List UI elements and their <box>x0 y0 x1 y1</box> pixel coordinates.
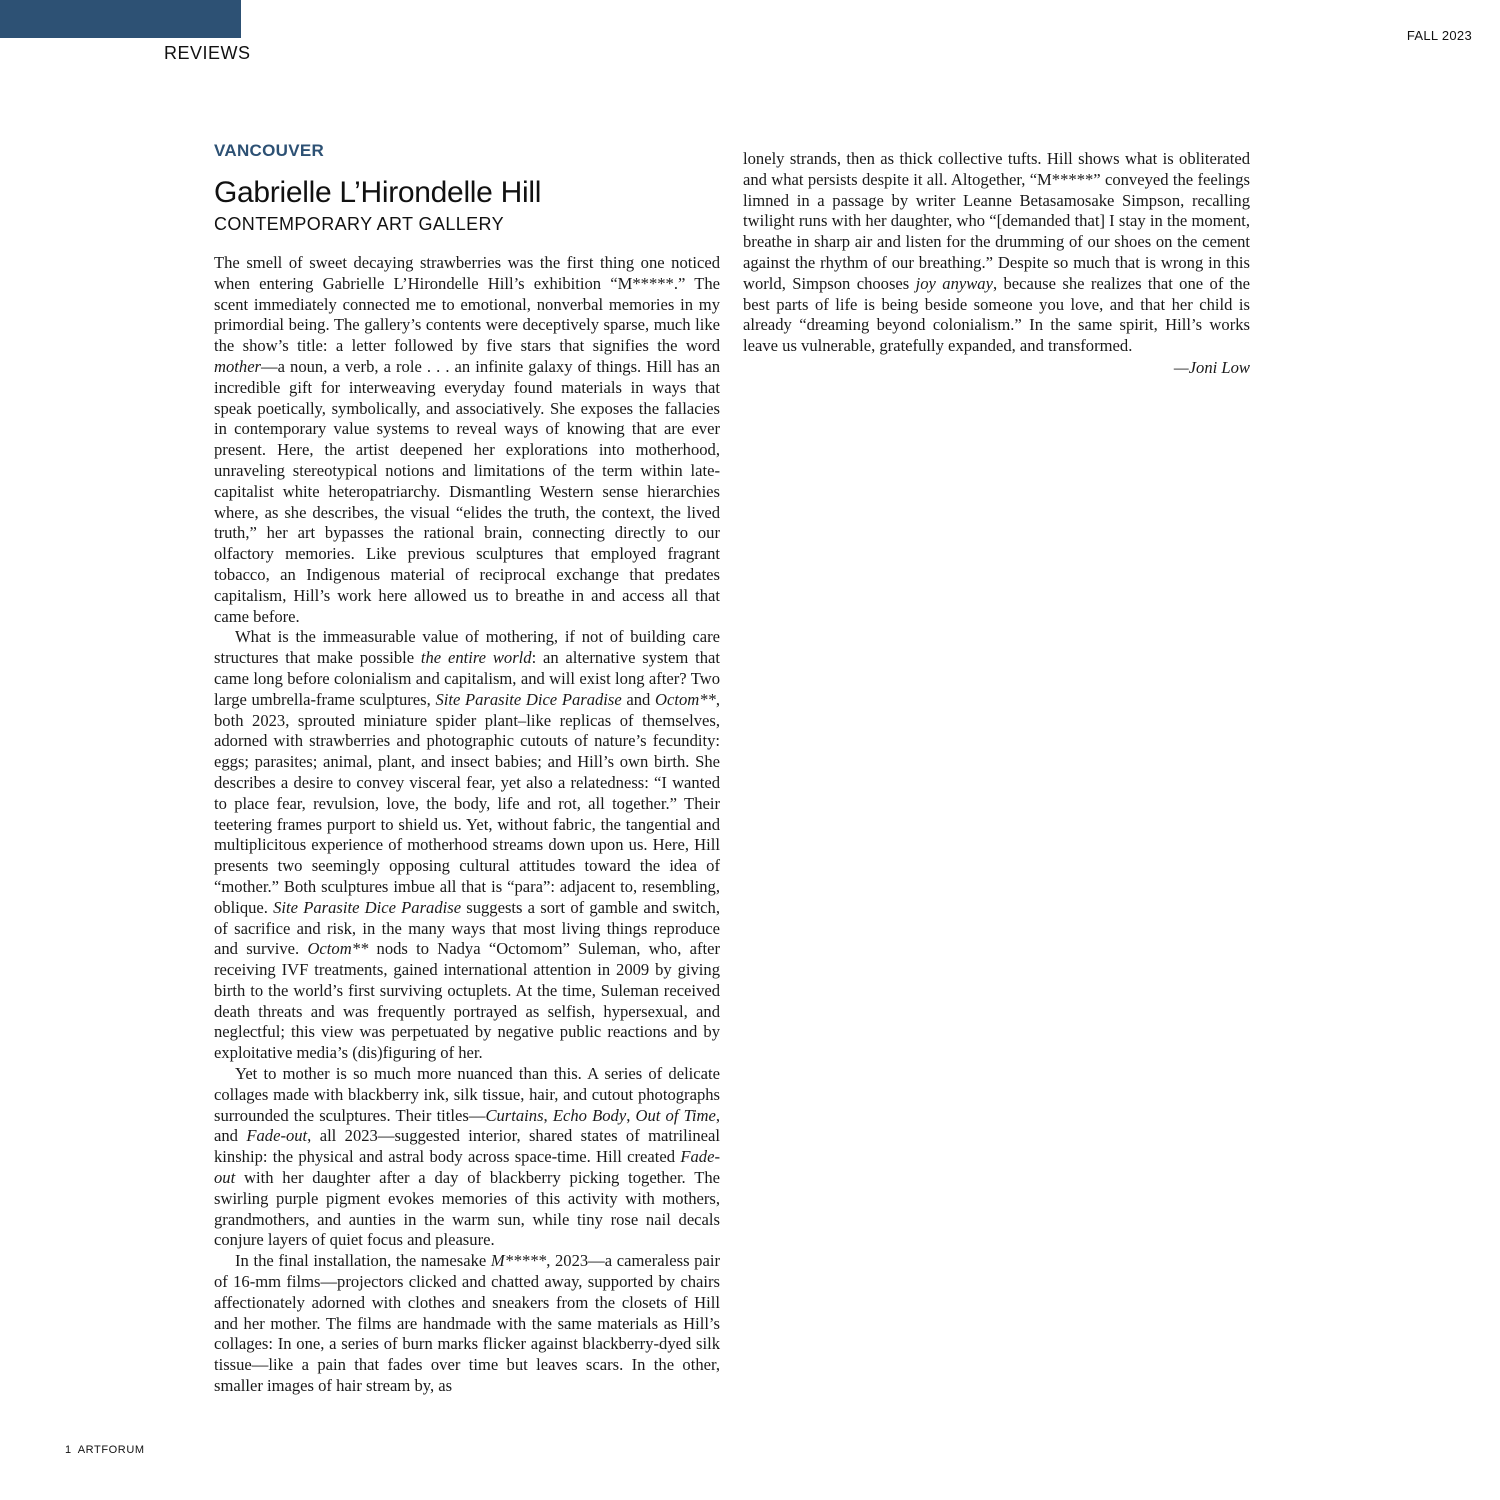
section-label: REVIEWS <box>164 43 251 63</box>
paragraph-1: The smell of sweet decaying strawberries was the first thing one noticed when entering Gabrielle L’Hirondelle Hill’s exhibition “M*****.” The scent immediately connected me to emotional, nonverbal memories in my primordial being. The gallery’s contents were deceptively sparse, much like the show’s title: a letter followed by five stars that signifies the word mother—a noun, a verb, a role . . . an infinite galaxy of things. Hill has an incredible gift for interweaving everyday found materials in ways that speak poetically, symbolically, and associatively. She exposes the fallacies in contemporary value systems to reveal ways of knowing that are ever present. Here, the artist deepened her explorations into motherhood, unraveling stereotypical notions and limitations of the term within late-capitalist white heteropatriarchy. Dismantling Western sense hierarchies where, as she describes, the visual “elides the truth, the context, the lived truth,” her art bypasses the rational brain, connecting directly to our olfactory memories. Like previous sculptures that employed fragrant tobacco, an Indigenous material of reciprocal exchange that predates capitalism, Hill’s work here allowed us to breathe in and access all that came before. <box>214 253 720 626</box>
paragraph-4: In the final installation, the namesake M*****, 2023—a cameraless pair of 16-mm films—projectors clicked and chatted away, supported by chairs affectionately adorned with clothes and sneakers from the closets of Hill and her mother. The films are handmade with the same materials as Hill’s collages: In one, a series of burn marks flicker against blackberry-dyed silk tissue—like a pain that fades over time but leaves scars. In the other, smaller images of hair stream by, as <box>214 1251 720 1396</box>
page-number: 1 <box>65 1444 72 1456</box>
paragraph-3: Yet to mother is so much more nuanced than this. A series of delicate collages made with blackberry ink, silk tissue, hair, and cutout photographs surrounded the sculptures. Their titles—Curtains, Echo Body, Out of Time, and Fade-out, all 2023—suggested interior, shared states of matrilineal kinship: the physical and astral body across space-time. Hill created Fade-out with her daughter after a day of blackberry picking together. The swirling purple pigment evokes memories of this activity with mothers, grandmothers, and aunties in the warm sun, while tiny rose nail decals conjure layers of quiet focus and pleasure. <box>214 1064 720 1250</box>
issue-date: FALL 2023 <box>1406 28 1472 43</box>
section-color-bar <box>0 0 241 38</box>
page-footer <box>65 1444 145 1456</box>
article-column-2 <box>743 149 1250 379</box>
magazine-name: ARTFORUM <box>77 1444 145 1456</box>
review-city: VANCOUVER <box>214 141 325 160</box>
artist-name: Gabrielle L’Hirondelle Hill <box>214 176 542 209</box>
article-column-1 <box>214 253 720 1397</box>
paragraph-2: What is the immeasurable value of mothering, if not of building care structures that make possible the entire world: an alternative system that came long before colonialism and capitalism, and will exist long after? Two large umbrella-frame sculptures, Site Parasite Dice Paradise and Octom**, both 2023, sprouted miniature spider plant–like replicas of themselves, adorned with strawberries and photographic cutouts of nature’s fecundity: eggs; parasites; animal, plant, and insect babies; and Hill’s own birth. She describes a desire to convey visceral fear, yet also a relatedness: “I wanted to place fear, revulsion, love, the body, life and rot, all together.” Their teetering frames purport to shield us. Yet, without fabric, the tangential and multiplicitous experience of motherhood streams down upon us. Here, Hill presents two seemingly opposing cultural attitudes toward the idea of “mother.” Both sculptures imbue all that is “para”: adjacent to, resembling, oblique. Site Parasite Dice Paradise suggests a sort of gamble and switch, of sacrifice and risk, in the many ways that most living things reproduce and survive. Octom** nods to Nadya “Octomom” Suleman, who, after receiving IVF treatments, gained international attention in 2009 by giving birth to the world’s first surviving octuplets. At the time, Suleman received death threats and was frequently portrayed as selfish, hypersexual, and neglectful; this view was perpetuated by negative public reactions and by exploitative media’s (dis)figuring of her. <box>214 627 720 1063</box>
paragraph-4-continued: lonely strands, then as thick collective tufts. Hill shows what is obliterated and what persists despite it all. Altogether, “M*****” conveyed the feelings limned in a passage by writer Leanne Betasamosake Simpson, recalling twilight runs with her daughter, who “[demanded that] I stay in the moment, breathe in sharp air and listen for the drumming of our shoes on the cement against the rhythm of our breathing.” Despite so much that is wrong in this world, Simpson chooses joy anyway, because she realizes that one of the best parts of life is being beside someone you love, and that her child is already “dreaming beyond colonialism.” In the same spirit, Hill’s works leave us vulnerable, gratefully expanded, and transformed. <box>743 149 1250 356</box>
venue-name: CONTEMPORARY ART GALLERY <box>214 214 505 234</box>
review-byline: —Joni Low <box>1173 357 1250 377</box>
